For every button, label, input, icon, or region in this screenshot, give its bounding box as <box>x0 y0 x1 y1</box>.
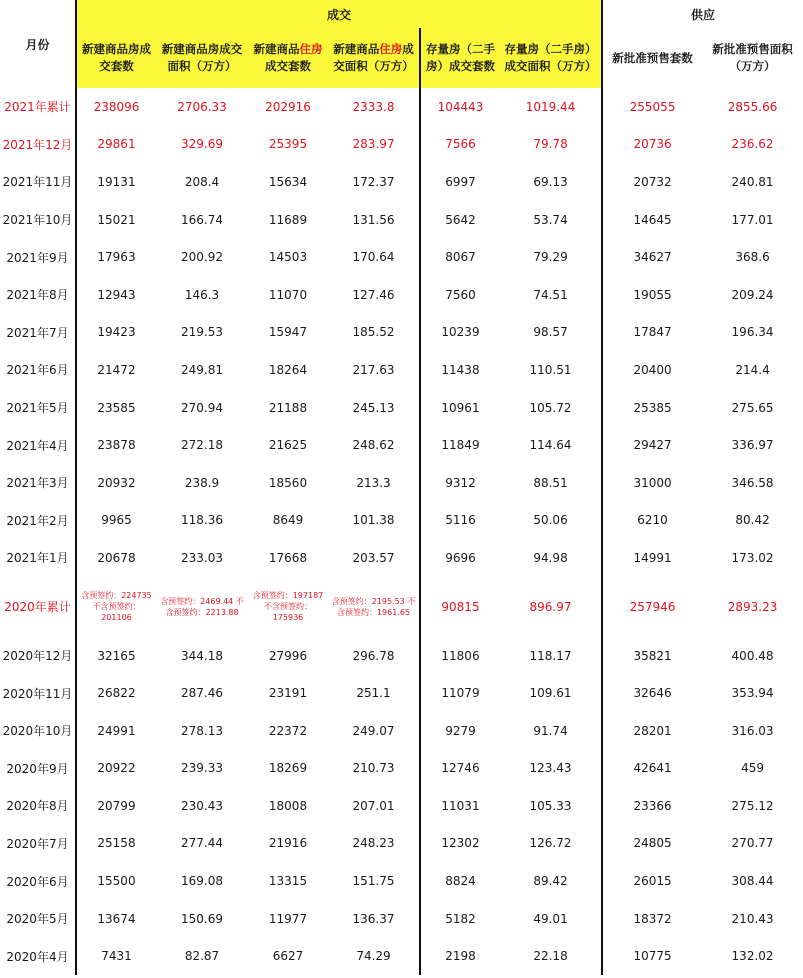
value-cell: 283.97 <box>352 137 395 152</box>
value-cell: 196.34 <box>731 325 774 340</box>
value-cell: 118.36 <box>181 513 223 528</box>
value-cell: 6210 <box>602 502 702 540</box>
value-cell: 11977 <box>268 911 308 926</box>
column-header <box>328 28 420 88</box>
value-cell: 2855.66 <box>727 99 778 114</box>
value-cell: 20736 <box>602 126 702 164</box>
table-body <box>0 88 803 975</box>
table-row <box>0 900 803 938</box>
value-cell: 105.72 <box>529 400 572 415</box>
value-cell: 17963 <box>76 238 156 276</box>
value-cell: 8649 <box>272 513 304 528</box>
value-cell: 12302 <box>420 825 500 863</box>
value-cell: 275.65 <box>731 400 774 415</box>
value-cell: 29427 <box>602 426 702 464</box>
value-cell: 170.64 <box>352 250 395 265</box>
column-header-part: 新批准预售面积（万方） <box>712 42 793 73</box>
value-cell: 9965 <box>76 502 156 540</box>
value-cell: 118.17 <box>529 648 572 663</box>
value-cell: 17668 <box>268 550 308 565</box>
column-header-part: 新建商品 <box>253 42 300 56</box>
table-row <box>0 937 803 975</box>
value-cell: 32165 <box>76 637 156 675</box>
table-row <box>0 750 803 788</box>
value-cell: 9696 <box>420 539 500 577</box>
month-cell: 2021年6月 <box>6 363 69 378</box>
value-cell: 25395 <box>268 137 308 152</box>
value-cell: 20732 <box>602 163 702 201</box>
value-cell: 21625 <box>268 438 308 453</box>
value-cell: 18372 <box>602 900 702 938</box>
value-cell: 2198 <box>420 937 500 975</box>
value-cell: 126.72 <box>529 836 572 851</box>
value-cell: 132.02 <box>731 949 774 964</box>
value-cell: 25385 <box>602 389 702 427</box>
value-cell: 238.9 <box>184 475 220 490</box>
value-cell: 123.43 <box>529 761 572 776</box>
month-column-header: 月份 <box>25 37 50 52</box>
month-cell: 2020年7月 <box>6 836 69 851</box>
table-row <box>0 126 803 164</box>
value-cell: 11070 <box>268 287 308 302</box>
value-cell: 98.57 <box>533 325 568 340</box>
value-cell: 110.51 <box>529 362 572 377</box>
month-cell: 2020年11月 <box>2 686 73 701</box>
column-header <box>76 28 156 88</box>
value-cell: 278.13 <box>181 723 223 738</box>
value-cell: 21916 <box>268 836 308 851</box>
table-row <box>0 674 803 712</box>
presale-note: 含预签约：2195.53 不含预签约：1961.65 <box>331 596 416 617</box>
value-cell: 127.46 <box>352 287 395 302</box>
value-cell: 210.73 <box>352 761 395 776</box>
note-cell <box>248 577 328 637</box>
value-cell: 53.74 <box>533 212 568 227</box>
value-cell: 1019.44 <box>525 99 576 114</box>
month-cell: 2021年7月 <box>6 325 69 340</box>
value-cell: 2706.33 <box>177 99 227 114</box>
value-cell: 109.61 <box>529 686 572 701</box>
value-cell: 74.51 <box>533 287 568 302</box>
value-cell: 15021 <box>76 201 156 239</box>
value-cell: 89.42 <box>533 874 568 889</box>
value-cell: 21188 <box>268 400 308 415</box>
value-cell: 114.64 <box>529 438 572 453</box>
value-cell: 185.52 <box>352 325 395 340</box>
month-cell: 2021年4月 <box>6 438 69 453</box>
value-cell: 251.1 <box>356 686 391 701</box>
table-row <box>0 163 803 201</box>
value-cell: 23191 <box>268 686 308 701</box>
value-cell: 14645 <box>602 201 702 239</box>
value-cell: 240.81 <box>731 174 774 189</box>
value-cell: 248.23 <box>352 836 395 851</box>
month-cell: 2021年10月 <box>2 213 73 228</box>
value-cell: 203.57 <box>352 550 395 565</box>
table-row <box>0 825 803 863</box>
value-cell: 15634 <box>268 174 308 189</box>
value-cell: 400.48 <box>731 648 774 663</box>
value-cell: 14503 <box>268 250 308 265</box>
value-cell: 316.03 <box>731 723 774 738</box>
value-cell: 150.69 <box>181 911 223 926</box>
value-cell: 208.4 <box>184 174 220 189</box>
value-cell: 7560 <box>420 276 500 314</box>
value-cell: 22.18 <box>533 949 568 964</box>
month-cell: 2020年6月 <box>6 874 69 889</box>
value-cell: 308.44 <box>731 874 774 889</box>
value-cell: 13315 <box>268 874 308 889</box>
column-header-part: 新建商品房成交套数 <box>82 42 151 73</box>
value-cell: 32646 <box>602 674 702 712</box>
value-cell: 200.92 <box>181 250 223 265</box>
value-cell: 287.46 <box>181 686 223 701</box>
value-cell: 11438 <box>420 351 500 389</box>
value-cell: 14991 <box>602 539 702 577</box>
value-cell: 275.12 <box>731 798 774 813</box>
value-cell: 368.6 <box>735 250 770 265</box>
value-cell: 10775 <box>602 937 702 975</box>
value-cell: 20678 <box>76 539 156 577</box>
value-cell: 101.38 <box>352 513 395 528</box>
value-cell: 29861 <box>76 126 156 164</box>
table-row <box>0 88 803 126</box>
column-header-part: 新建商品 <box>333 42 380 56</box>
month-cell: 2021年5月 <box>6 401 69 416</box>
value-cell: 31000 <box>602 464 702 502</box>
table-row-2020-cumulative <box>0 577 803 637</box>
value-cell: 50.06 <box>533 513 568 528</box>
note-cell <box>156 577 248 637</box>
value-cell: 173.02 <box>731 550 774 565</box>
value-cell: 10239 <box>420 314 500 352</box>
month-cell: 2021年3月 <box>6 476 69 491</box>
column-header <box>420 28 500 88</box>
value-cell: 18560 <box>268 475 308 490</box>
table-row <box>0 389 803 427</box>
column-header <box>156 28 248 88</box>
value-cell: 19055 <box>602 276 702 314</box>
column-header-part: 住房 <box>299 42 323 56</box>
value-cell: 27996 <box>268 648 308 663</box>
value-cell: 219.53 <box>181 325 223 340</box>
value-cell: 151.75 <box>352 874 395 889</box>
month-cell: 2021年11月 <box>2 175 73 190</box>
value-cell: 74.29 <box>356 949 391 964</box>
table-row <box>0 464 803 502</box>
presale-note: 含预签约：224735 不含预签约：201106 <box>81 591 152 623</box>
column-header-part: 新批准预售套数 <box>612 50 693 65</box>
value-cell: 8824 <box>420 862 500 900</box>
value-cell: 6997 <box>420 163 500 201</box>
value-cell: 353.94 <box>731 686 774 701</box>
table-row <box>0 314 803 352</box>
value-cell: 7566 <box>420 126 500 164</box>
value-cell: 20400 <box>602 351 702 389</box>
table-row <box>0 712 803 750</box>
value-cell: 20922 <box>76 750 156 788</box>
value-cell: 238096 <box>76 88 156 126</box>
value-cell: 15947 <box>268 325 308 340</box>
value-cell: 5642 <box>420 201 500 239</box>
column-header-part: 存量房（二手房）成交套数 <box>426 42 495 73</box>
value-cell: 11079 <box>420 674 500 712</box>
month-cell: 2021年9月 <box>6 250 69 265</box>
value-cell: 172.37 <box>352 174 395 189</box>
value-cell: 11849 <box>420 426 500 464</box>
month-cell: 2021年累计 <box>4 100 71 115</box>
column-header-row <box>0 28 803 88</box>
presale-note: 含预签约：197187 不含预签约：175936 <box>252 591 324 623</box>
value-cell: 17847 <box>602 314 702 352</box>
column-header <box>702 28 803 88</box>
table-row <box>0 276 803 314</box>
value-cell: 5182 <box>420 900 500 938</box>
month-cell: 2021年1月 <box>6 551 69 566</box>
column-header <box>248 28 328 88</box>
value-cell: 24991 <box>76 712 156 750</box>
deal-group-header: 成交 <box>76 0 602 28</box>
value-cell: 35821 <box>602 637 702 675</box>
note-cell <box>328 577 420 637</box>
value-cell: 272.18 <box>181 438 223 453</box>
month-cell: 2020年12月 <box>2 649 73 664</box>
column-header <box>602 28 702 88</box>
value-cell: 23878 <box>76 426 156 464</box>
value-cell: 459 <box>741 761 764 776</box>
value-cell: 207.01 <box>352 798 395 813</box>
value-cell: 23585 <box>76 389 156 427</box>
value-cell: 79.78 <box>533 137 568 152</box>
value-cell: 214.4 <box>735 362 770 377</box>
value-cell: 217.63 <box>352 362 395 377</box>
value-cell: 230.43 <box>181 798 223 813</box>
value-cell: 257946 <box>602 577 702 637</box>
value-cell: 896.97 <box>529 599 572 614</box>
value-cell: 104443 <box>420 88 500 126</box>
column-header-part: 住房 <box>379 42 403 56</box>
value-cell: 20799 <box>76 787 156 825</box>
value-cell: 169.08 <box>181 874 223 889</box>
month-cell: 2020年8月 <box>6 799 69 814</box>
month-cell: 2020年10月 <box>2 724 73 739</box>
value-cell: 82.87 <box>184 949 220 964</box>
value-cell: 12943 <box>76 276 156 314</box>
value-cell: 213.3 <box>356 475 391 490</box>
value-cell: 21472 <box>76 351 156 389</box>
value-cell: 344.18 <box>181 648 223 663</box>
month-cell: 2020年累计 <box>4 600 71 615</box>
value-cell: 26822 <box>76 674 156 712</box>
month-cell: 2021年2月 <box>6 513 69 528</box>
value-cell: 18264 <box>268 362 308 377</box>
value-cell: 131.56 <box>352 212 395 227</box>
value-cell: 105.33 <box>529 798 572 813</box>
table-row <box>0 787 803 825</box>
value-cell: 8067 <box>420 238 500 276</box>
value-cell: 5116 <box>420 502 500 540</box>
column-header-part: 存量房（二手房）成交面积（万方） <box>504 42 597 73</box>
table-row <box>0 201 803 239</box>
supply-group-header: 供应 <box>602 0 803 28</box>
value-cell: 177.01 <box>731 212 774 227</box>
value-cell: 239.33 <box>181 761 223 776</box>
group-header-row <box>0 0 803 28</box>
column-header-part: 成交套数 <box>265 59 311 73</box>
value-cell: 248.62 <box>352 438 395 453</box>
value-cell: 79.29 <box>533 250 568 265</box>
value-cell: 166.74 <box>181 212 223 227</box>
month-cell: 2020年9月 <box>6 761 69 776</box>
value-cell: 270.77 <box>731 836 774 851</box>
value-cell: 249.07 <box>352 723 395 738</box>
value-cell: 20932 <box>76 464 156 502</box>
value-cell: 34627 <box>602 238 702 276</box>
table-row <box>0 862 803 900</box>
value-cell: 19131 <box>76 163 156 201</box>
value-cell: 18269 <box>268 761 308 776</box>
value-cell: 25158 <box>76 825 156 863</box>
value-cell: 249.81 <box>181 362 223 377</box>
value-cell: 7431 <box>76 937 156 975</box>
value-cell: 2893.23 <box>727 599 778 614</box>
column-header-part: 成交面积（万方） <box>333 42 414 73</box>
value-cell: 11689 <box>268 212 308 227</box>
value-cell: 202916 <box>265 99 311 114</box>
value-cell: 80.42 <box>735 513 770 528</box>
table-row <box>0 426 803 464</box>
value-cell: 22372 <box>268 723 308 738</box>
value-cell: 94.98 <box>533 550 568 565</box>
value-cell: 210.43 <box>731 911 774 926</box>
table-row <box>0 637 803 675</box>
value-cell: 233.03 <box>181 550 223 565</box>
value-cell: 329.69 <box>181 137 223 152</box>
column-header <box>500 28 602 88</box>
value-cell: 88.51 <box>533 475 568 490</box>
value-cell: 10961 <box>420 389 500 427</box>
value-cell: 346.58 <box>731 475 774 490</box>
value-cell: 245.13 <box>352 400 395 415</box>
value-cell: 9312 <box>420 464 500 502</box>
month-cell: 2020年5月 <box>6 912 69 927</box>
value-cell: 146.3 <box>184 287 220 302</box>
value-cell: 19423 <box>76 314 156 352</box>
value-cell: 6627 <box>272 949 304 964</box>
value-cell: 18008 <box>268 798 308 813</box>
value-cell: 277.44 <box>181 836 223 851</box>
value-cell: 11031 <box>420 787 500 825</box>
value-cell: 270.94 <box>181 400 223 415</box>
value-cell: 296.78 <box>352 648 395 663</box>
value-cell: 23366 <box>602 787 702 825</box>
value-cell: 136.37 <box>352 911 395 926</box>
value-cell: 336.97 <box>731 438 774 453</box>
table-row <box>0 238 803 276</box>
value-cell: 209.24 <box>731 287 774 302</box>
column-header-part: 新建商品房成交面积（万方） <box>161 42 243 73</box>
value-cell: 255055 <box>602 88 702 126</box>
value-cell: 90815 <box>420 577 500 637</box>
month-cell: 2020年4月 <box>6 949 69 964</box>
value-cell: 91.74 <box>533 723 568 738</box>
table-row <box>0 539 803 577</box>
month-cell: 2021年12月 <box>2 137 73 152</box>
table-row <box>0 502 803 540</box>
presale-note: 含预签约：2469.44 不含预签约：2213.88 <box>160 596 244 617</box>
value-cell: 49.01 <box>533 911 568 926</box>
value-cell: 26015 <box>602 862 702 900</box>
value-cell: 24805 <box>602 825 702 863</box>
table-row <box>0 351 803 389</box>
value-cell: 69.13 <box>533 174 568 189</box>
note-cell <box>76 577 156 637</box>
value-cell: 42641 <box>602 750 702 788</box>
value-cell: 11806 <box>420 637 500 675</box>
value-cell: 12746 <box>420 750 500 788</box>
month-cell: 2021年8月 <box>6 288 69 303</box>
value-cell: 13674 <box>76 900 156 938</box>
value-cell: 9279 <box>420 712 500 750</box>
value-cell: 28201 <box>602 712 702 750</box>
value-cell: 236.62 <box>731 137 774 152</box>
value-cell: 15500 <box>76 862 156 900</box>
value-cell: 2333.8 <box>352 99 395 114</box>
